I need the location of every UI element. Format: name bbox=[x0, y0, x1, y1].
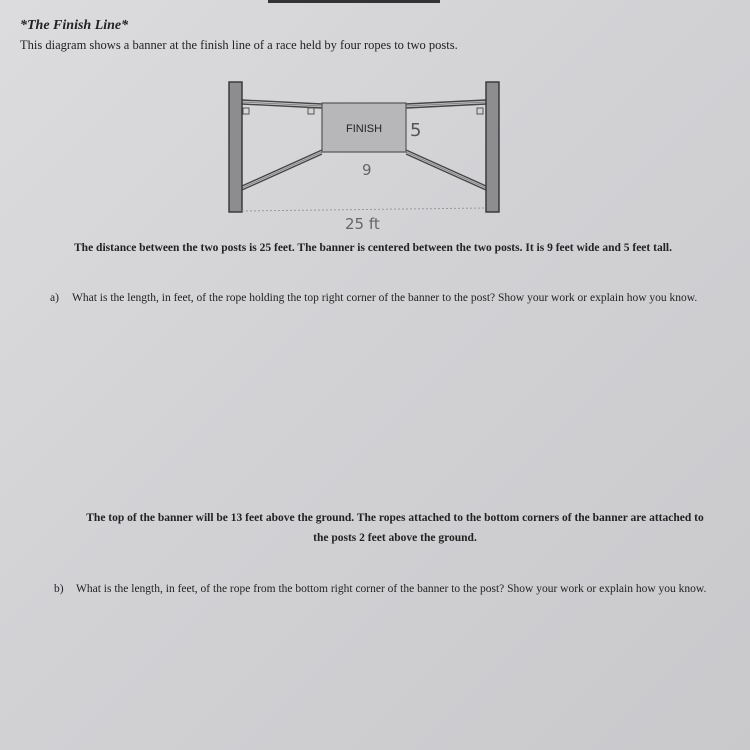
question-a-text: What is the length, in feet, of the rope holding the top right corner of the banner to the post? Show your work or explain how you know. bbox=[72, 292, 698, 304]
top-left-rope bbox=[242, 100, 322, 108]
bottom-right-rope bbox=[406, 150, 486, 190]
question-b bbox=[54, 581, 736, 598]
corner-mark-banner-left bbox=[308, 108, 314, 114]
banner-label: FINISH bbox=[345, 123, 383, 135]
post-distance-annotation: 25 ft bbox=[345, 215, 380, 233]
intro-text: This diagram shows a banner at the finish line of a race held by four ropes to two posts. bbox=[20, 38, 458, 52]
question-a-label: a) bbox=[50, 292, 59, 304]
worksheet-title: *The Finish Line* bbox=[20, 18, 129, 33]
banner-width-annotation: 9 bbox=[362, 161, 372, 179]
corner-mark-right bbox=[477, 108, 483, 114]
question-b-label: b) bbox=[54, 583, 64, 595]
ground-line bbox=[242, 208, 486, 211]
finish-line-diagram bbox=[0, 0, 750, 240]
statement-dimensions: The distance between the two posts is 25 feet. The banner is centered between the two posts. It is 9 feet wide and 5 feet tall. bbox=[74, 242, 672, 254]
top-right-rope bbox=[406, 100, 486, 108]
question-b-text: What is the length, in feet, of the rope from the bottom right corner of the banner to the post? Show your work or explain how you know. bbox=[76, 583, 707, 595]
right-post bbox=[486, 82, 499, 212]
corner-mark-left bbox=[243, 108, 249, 114]
statement-heights: The top of the banner will be 13 feet above the ground. The ropes attached to the bottom corners of the banner are attached to the posts 2 feet above the ground. bbox=[86, 512, 704, 544]
banner-height-annotation: 5 bbox=[410, 120, 422, 141]
left-post bbox=[229, 82, 242, 212]
bottom-left-rope bbox=[242, 150, 322, 190]
question-a bbox=[50, 290, 732, 307]
